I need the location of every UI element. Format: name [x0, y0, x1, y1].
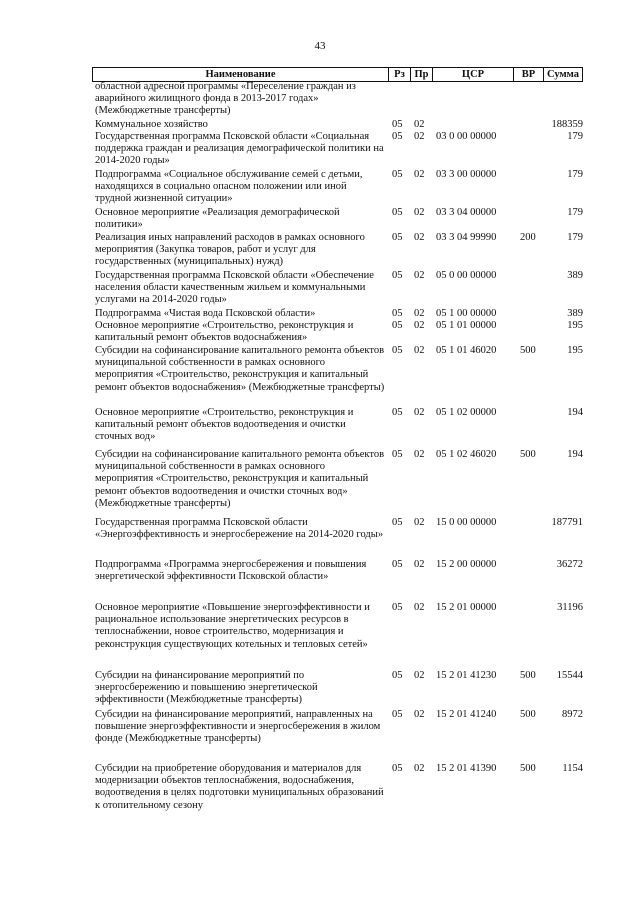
row-sum: 36272 [556, 559, 583, 570]
row-pr: 02 [414, 131, 425, 142]
row-rz: 05 [392, 517, 403, 528]
row-vr: 500 [520, 763, 536, 774]
header-name: Наименование [92, 68, 389, 81]
row-sum: 188359 [551, 119, 583, 130]
row-name: Основное мероприятие «Повышение энергоэффективности и рациональное использование энергетических ресурсов в теплоснабжении, новое строительство, модернизация и реконструкция существующих котельных и тепловых сетей» [95, 602, 370, 650]
row-pr: 02 [414, 207, 425, 218]
row-sum: 195 [567, 345, 583, 356]
header-sum: Сумма [544, 68, 583, 81]
row-rz: 05 [392, 131, 403, 142]
header-csr: ЦСР [433, 68, 514, 81]
row-pr: 02 [414, 345, 425, 356]
row-csr: 03 3 04 00000 [436, 207, 497, 218]
row-sum: 187791 [551, 517, 583, 528]
row-pr: 02 [414, 670, 425, 681]
row-name: Субсидии на финансирование мероприятий, направленных на повышение энергоэффективности и энергосбережения в жилом фонде (Межбюджетные трансферты) [95, 709, 381, 745]
row-csr: 05 1 02 00000 [436, 407, 497, 418]
row-name: Основное мероприятие «Строительство, реконструкция и капитальный ремонт объектов водоснабжения» [95, 320, 354, 344]
row-rz: 05 [392, 169, 403, 180]
row-sum: 179 [567, 131, 583, 142]
row-csr: 15 2 01 41240 [436, 709, 497, 720]
row-csr: 15 2 01 41390 [436, 763, 497, 774]
budget-table [92, 67, 583, 811]
row-name: Основное мероприятие «Строительство, реконструкция и капитальный ремонт объектов водоотведения и очистки сточных вод» [95, 407, 354, 443]
row-rz: 05 [392, 559, 403, 570]
row-sum: 389 [567, 308, 583, 319]
row-name: Подпрограмма «Социальное обслуживание семей с детьми, находящихся в социально опасном положении или иной трудной жизненной ситуации» [95, 169, 363, 205]
row-name: Субсидии на софинансирование капитального ремонта объектов муниципальной собственности в рамках основного мероприятия «Строительство, реконструкция и капитальный ремонт объектов водоотведения и очистки сточных вод» (Межбюджетные трансферты) [95, 449, 385, 509]
row-csr: 15 0 00 00000 [436, 517, 497, 528]
row-pr: 02 [414, 407, 425, 418]
row-name: Субсидии на софинансирование капитального ремонта объектов муниципальной собственности в рамках основного мероприятия «Строительство, реконструкция и капитальный ремонт объектов водоснабжения» (Межбюджетные трансферты) [95, 345, 385, 393]
row-sum: 1154 [562, 763, 583, 774]
row-sum: 15544 [556, 670, 583, 681]
row-sum: 194 [567, 407, 583, 418]
row-pr: 02 [414, 602, 425, 613]
row-csr: 05 1 00 00000 [436, 308, 497, 319]
header-pr: Пр [411, 68, 433, 81]
row-name: Государственная программа Псковской области «Энергоэффективность и энергосбережение на 2014-2020 годы» [95, 517, 384, 541]
row-pr: 02 [414, 320, 425, 331]
row-vr: 500 [520, 670, 536, 681]
row-name: Государственная программа Псковской области «Социальная поддержка граждан и реализация демографической политики на 2014-2020 годы» [95, 131, 384, 167]
row-csr: 05 0 00 00000 [436, 270, 497, 281]
row-sum: 179 [567, 232, 583, 243]
row-name: Подпрограмма «Чистая вода Псковской области» [95, 308, 316, 319]
row-name: Коммунальное хозяйство [95, 119, 208, 130]
header-vr: ВР [514, 68, 544, 81]
page-number: 43 [314, 40, 326, 52]
row-sum: 179 [567, 207, 583, 218]
row-sum: 179 [567, 169, 583, 180]
row-csr: 03 0 00 00000 [436, 131, 497, 142]
row-csr: 15 2 00 00000 [436, 559, 497, 570]
row-name: Подпрограмма «Программа энергосбережения и повышения энергетической эффективности Псковской области» [95, 559, 367, 583]
row-rz: 05 [392, 270, 403, 281]
row-vr: 200 [520, 232, 536, 243]
row-csr: 05 1 01 46020 [436, 345, 497, 356]
row-sum: 195 [567, 320, 583, 331]
row-name: областной адресной программы «Переселение граждан из аварийного жилищного фонда в 2013-2017 годах» (Межбюджетные трансферты) [95, 81, 356, 117]
row-vr: 500 [520, 345, 536, 356]
row-name: Основное мероприятие «Реализация демографической политики» [95, 207, 340, 231]
row-rz: 05 [392, 320, 403, 331]
table-header [92, 67, 583, 82]
row-vr: 500 [520, 449, 536, 460]
row-rz: 05 [392, 709, 403, 720]
row-csr: 03 3 00 00000 [436, 169, 497, 180]
row-name: Реализация иных направлений расходов в рамках основного мероприятия (Закупка товаров, работ и услуг для государственных (муниципальных) нужд) [95, 232, 365, 268]
row-rz: 05 [392, 763, 403, 774]
row-rz: 05 [392, 232, 403, 243]
row-rz: 05 [392, 308, 403, 319]
row-csr: 15 2 01 41230 [436, 670, 497, 681]
row-rz: 05 [392, 207, 403, 218]
row-pr: 02 [414, 517, 425, 528]
row-name: Государственная программа Псковской области «Обеспечение населения области качественным жильем и коммунальными услугами на 2014-2020 годы» [95, 270, 374, 306]
row-sum: 8972 [562, 709, 583, 720]
row-pr: 02 [414, 232, 425, 243]
row-rz: 05 [392, 407, 403, 418]
row-csr: 03 3 04 99990 [436, 232, 497, 243]
row-pr: 02 [414, 449, 425, 460]
row-sum: 31196 [557, 602, 583, 613]
row-rz: 05 [392, 119, 403, 130]
row-pr: 02 [414, 308, 425, 319]
row-pr: 02 [414, 559, 425, 570]
row-name: Субсидии на финансирование мероприятий по энергосбережению и повышению энергетической эффективности (Межбюджетные трансферты) [95, 670, 318, 706]
row-rz: 05 [392, 602, 403, 613]
row-csr: 05 1 01 00000 [436, 320, 497, 331]
row-pr: 02 [414, 763, 425, 774]
row-pr: 02 [414, 119, 425, 130]
row-rz: 05 [392, 345, 403, 356]
header-rz: Рз [389, 68, 411, 81]
row-sum: 194 [567, 449, 583, 460]
row-rz: 05 [392, 670, 403, 681]
row-pr: 02 [414, 169, 425, 180]
row-csr: 15 2 01 00000 [436, 602, 497, 613]
row-csr: 05 1 02 46020 [436, 449, 497, 460]
row-vr: 500 [520, 709, 536, 720]
row-name: Субсидии на приобретение оборудования и материалов для модернизации объектов теплоснабжения, водоснабжения, водоотведения в целях подготовки муниципальных образований к отопительному сезону [95, 763, 384, 811]
row-sum: 389 [567, 270, 583, 281]
row-pr: 02 [414, 270, 425, 281]
row-rz: 05 [392, 449, 403, 460]
row-pr: 02 [414, 709, 425, 720]
